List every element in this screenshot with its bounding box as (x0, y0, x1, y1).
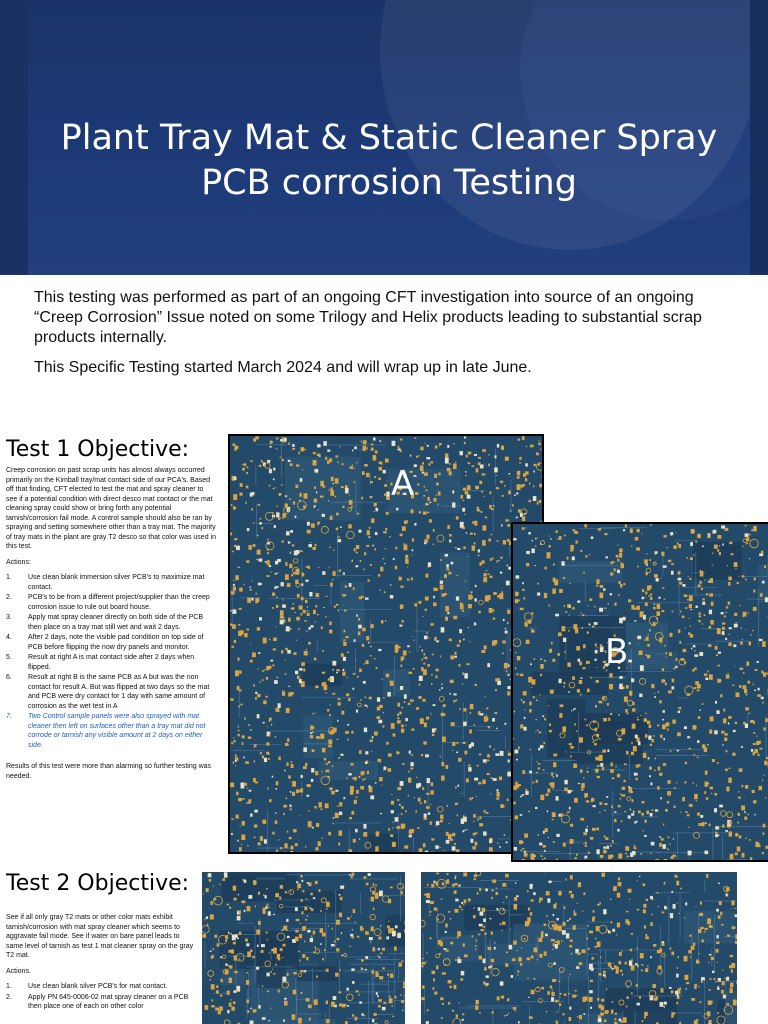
pcb-photo-test2-right-image (421, 872, 737, 1024)
banner-right-strip (750, 0, 768, 275)
test2-actions-label: Actions. (6, 967, 31, 975)
test1-conclusion: Results of this test were more than alarming so further testing was needed. (6, 763, 212, 780)
intro-paragraph-2: This Specific Testing started March 2024 and will wrap up in late June. (34, 359, 532, 376)
action-number: 2. (6, 594, 12, 601)
action-text: Use clean blank immersion silver PCB's to maximize mat contact. (28, 574, 205, 591)
action-text: After 2 days, note the visible pad condition on top side of PCB before flipping the now dry panels and monitor. (28, 634, 204, 651)
intro-section (34, 288, 724, 388)
title-banner (0, 0, 768, 275)
action-number: 1. (6, 574, 12, 581)
test2-action-item (6, 982, 198, 992)
photo-label-a: A (391, 464, 415, 504)
action-number: 1. (6, 983, 12, 990)
pcb-photo-b-image (513, 524, 768, 860)
photo-label-b: B (605, 632, 629, 672)
test1-action-item (6, 573, 216, 592)
test1-action-item (6, 653, 216, 672)
action-text: Apply mat spray cleaner directly on both side of the PCB then place on a tray mat still wet and wait 2 days. (28, 614, 204, 631)
test2-action-item (6, 993, 198, 1012)
test1-action-item-control-note (6, 712, 216, 750)
test1-action-item (6, 613, 216, 632)
action-number: 2. (6, 993, 12, 1001)
action-number: 7. (6, 713, 12, 720)
action-number: 4. (6, 634, 12, 641)
action-text: PCB's to be from a different project/supplier than the creep corrosion issue to rule out board house. (28, 594, 210, 611)
action-number: 5. (6, 654, 12, 661)
action-text: Result at right A is mat contact side after 2 days when flipped. (28, 654, 195, 671)
action-text: Two Control sample panels were also sprayed with mat cleaner then left on surfaces other than a tray mat did not corrode or tarnish any visible amount at 2 days on either side. (28, 713, 206, 749)
test1-actions-list (6, 573, 216, 750)
action-text: Apply PN 645-0006-02 mat spray cleaner on a PCB then place one of each on other color (28, 993, 189, 1010)
page-title-line-2: PCB corrosion Testing (201, 163, 577, 203)
test2-text (6, 913, 198, 1013)
intro-paragraph-1: This testing was performed as part of an ongoing CFT investigation into source of an ongoing “Creep Corrosion” Issue noted on some Trilogy and Helix products leading to substantial scrap products internally. (34, 289, 702, 346)
pcb-photo-test2-right (421, 872, 737, 1024)
action-number: 3. (6, 614, 12, 621)
page-title-line-1: Plant Tray Mat & Static Cleaner Spray (60, 118, 718, 158)
action-text: Result at right B is the same PCB as A but was the non contact for result A. But was flipped at two days so the mat and PCB were dry contact for 1 day with same amount of corrosion as the wet test in A (28, 674, 210, 710)
test1-text (6, 466, 216, 787)
pcb-photo-test2-left-image (202, 872, 405, 1024)
pcb-photo-a-image (230, 436, 542, 852)
test1-action-item (6, 633, 216, 652)
page-title (28, 116, 750, 206)
test1-action-item (6, 593, 216, 612)
test2-actions-list (6, 982, 198, 1012)
action-number: 6. (6, 674, 12, 681)
pcb-photo-test2-left (202, 872, 405, 1024)
test1-description: Creep corrosion on past scrap units has almost always occurred primarily on the Kimball tray/mat contact side of our PCA's. Based off that finding, CFT elected to test the mat and spray cleaner to see if a potential condition with direct desco mat contact or the mat cleaning spray could show or bring forth any potential tarnish/corrosion fail mode. A control sample should also be ran by spraying and setting somewhere other than a tray mat. The majority of tray mats in the plant are gray T2 desco so that color was used in this test. (6, 467, 216, 550)
pcb-photo-a (228, 434, 544, 854)
test1-actions-label: Actions: (6, 558, 31, 566)
action-text: Use clean blank silver PCB's for mat contact. (28, 983, 168, 990)
test2-description: See if all only gray T2 mats or other color mats exhibit tarnish/corrosion with mat spray cleaner which seems to aggravate fail mode. See if water on bare panel leads to same level of tarnish as test 1 mat cleaner spray on the gray T2 mat. (6, 914, 194, 959)
test2-heading: Test 2 Objective: (6, 871, 190, 896)
test1-heading: Test 1 Objective: (6, 437, 190, 462)
banner-left-strip (0, 0, 28, 275)
test1-action-item (6, 673, 216, 711)
pcb-photo-b (511, 522, 768, 862)
